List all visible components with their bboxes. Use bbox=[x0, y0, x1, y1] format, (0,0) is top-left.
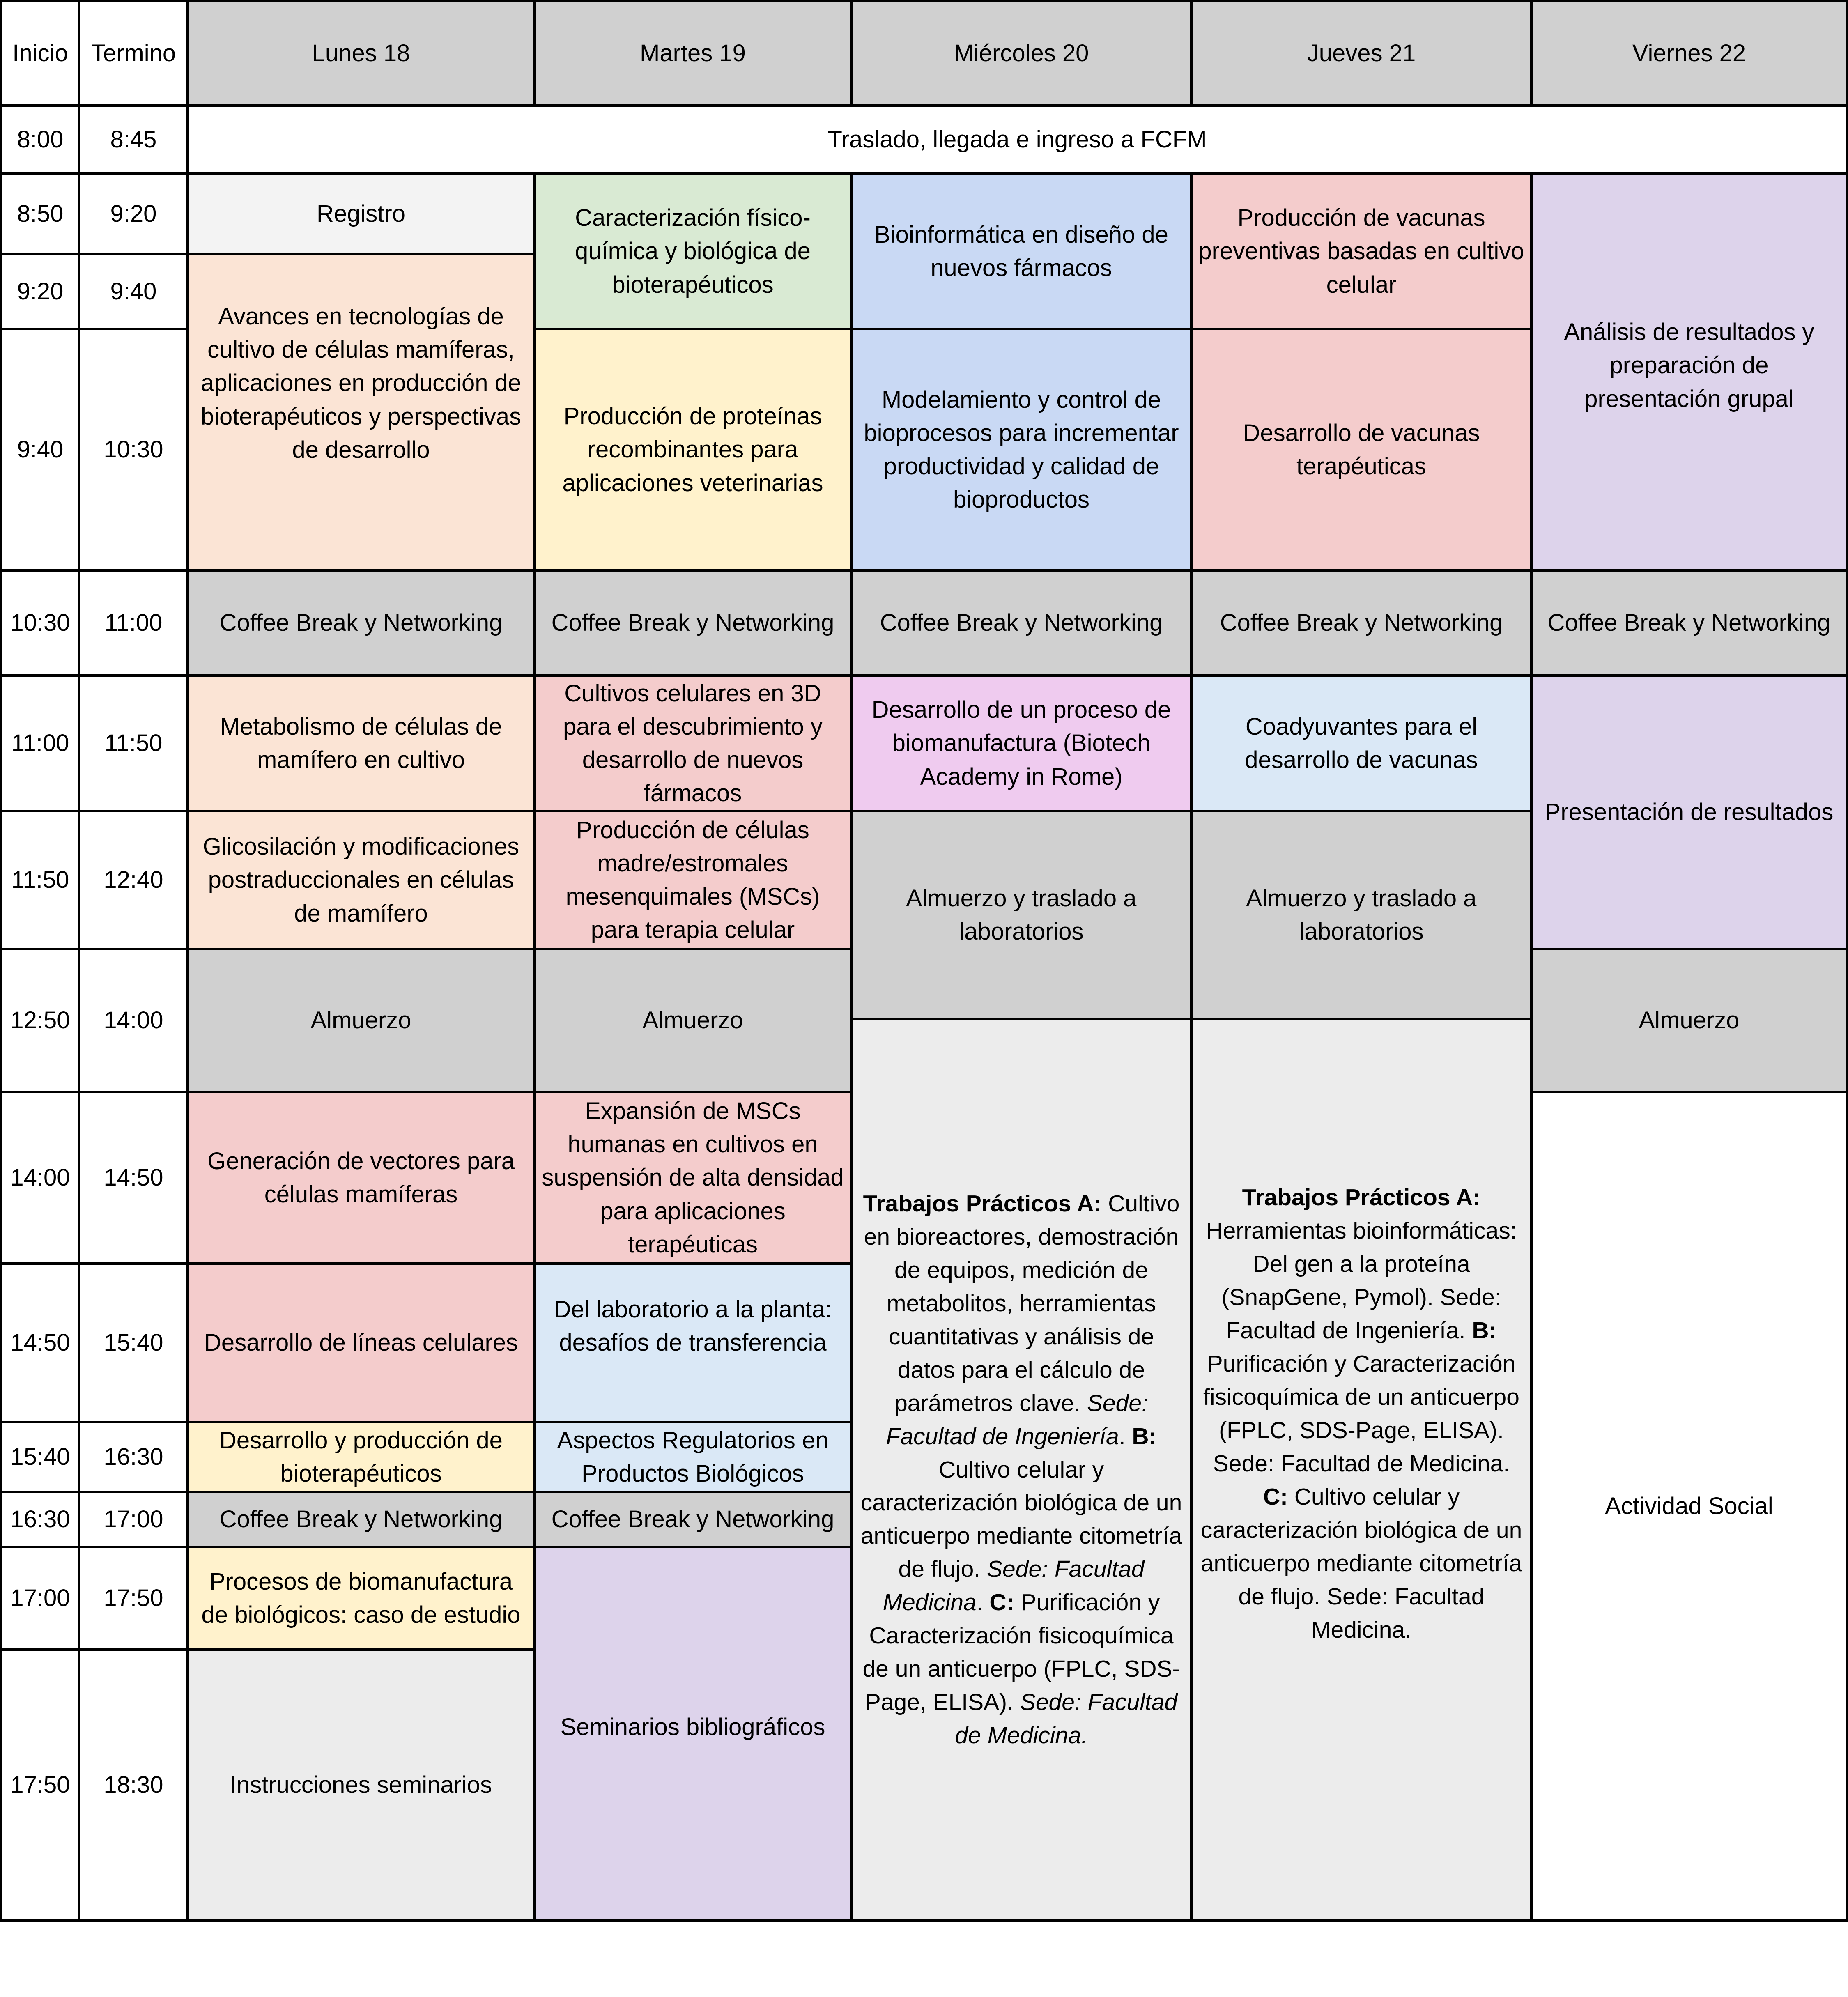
session-produccion: Desarrollo y producción de bioterapéuticos bbox=[186, 1421, 536, 1493]
time-start: 8:00 bbox=[0, 104, 80, 175]
session-modelamiento: Modelamiento y control de bioprocesos para incrementar productividad y calidad de bioproductos bbox=[850, 328, 1193, 572]
session-coffee: Coffee Break y Networking bbox=[186, 1491, 536, 1548]
time-end: 18:30 bbox=[78, 1648, 189, 1922]
time-start: 8:50 bbox=[0, 172, 80, 255]
time-end: 14:50 bbox=[78, 1091, 189, 1265]
header-inicio: Inicio bbox=[0, 0, 80, 107]
session-vacunas-preventivas: Producción de vacunas preventivas basadas en cultivo celular bbox=[1190, 172, 1533, 330]
time-start: 10:30 bbox=[0, 569, 80, 677]
tp-text: Trabajos Prácticos A: Cultivo en bioreactores, demostración de equipos, medición de metabolitos, herramientas cuantitativas y análisis de datos para el cálculo de parámetros clave. Sede: Facultad de Ingeniería. B: Cultivo celular y caracterización biológica de un anticuerpo mediante citometría de flujo. Sede: Facultad Medicina. C: Purificación y Caracterización fisicoquímica de un anticuerpo (FPLC, SDS-Page, ELISA). Sede: Facultad de Medicina. bbox=[860, 1190, 1182, 1749]
time-start: 16:30 bbox=[0, 1491, 80, 1548]
session-coffee: Coffee Break y Networking bbox=[850, 569, 1193, 677]
session-almuerzo: Almuerzo bbox=[533, 948, 853, 1093]
time-end: 17:50 bbox=[78, 1546, 189, 1651]
time-start: 12:50 bbox=[0, 948, 80, 1093]
time-end: 15:40 bbox=[78, 1262, 189, 1423]
session-bioinformatica: Bioinformática en diseño de nuevos fármacos bbox=[850, 172, 1193, 330]
tp-text: Trabajos Prácticos A: Herramientas bioinformáticas: Del gen a la proteína (SnapGene, Pymol). Sede: Facultad de Ingeniería. B: Purificación y Caracterización fisicoquímica de un anticuerpo (FPLC, SDS-Page, ELISA). Sede: Facultad de Medicina. C: Cultivo celular y caracterización biológica de un anticuerpo mediante citometría de flujo. Sede: Facultad Medicina. bbox=[1200, 1184, 1522, 1643]
session-expansion: Expansión de MSCs humanas en cultivos en suspensión de alta densidad para aplicaciones terapéuticas bbox=[533, 1091, 853, 1265]
session-trabajos-practicos bbox=[850, 1018, 1193, 1922]
time-end: 11:00 bbox=[78, 569, 189, 677]
time-start: 14:00 bbox=[0, 1091, 80, 1265]
session-vectores: Generación de vectores para células mamíferas bbox=[186, 1091, 536, 1265]
session-almuerzo-traslado: Almuerzo y traslado a laboratorios bbox=[1190, 810, 1533, 1020]
time-end: 12:40 bbox=[78, 810, 189, 950]
session-trabajos-practicos bbox=[1190, 1018, 1533, 1922]
time-end: 17:00 bbox=[78, 1491, 189, 1548]
header-day-mon: Lunes 18 bbox=[186, 0, 536, 107]
session-presentacion: Presentación de resultados bbox=[1530, 674, 1848, 950]
header-day-wed: Miércoles 20 bbox=[850, 0, 1193, 107]
session-instrucciones: Instrucciones seminarios bbox=[186, 1648, 536, 1922]
header-day-fri: Viernes 22 bbox=[1530, 0, 1848, 107]
time-end: 10:30 bbox=[78, 328, 189, 572]
session-glicosilacion: Glicosilación y modificaciones postraduccionales en células de mamífero bbox=[186, 810, 536, 950]
session-cultivos3d: Cultivos celulares en 3D para el descubrimiento y desarrollo de nuevos fármacos bbox=[533, 674, 853, 812]
session-proteinas: Producción de proteínas recombinantes para aplicaciones veterinarias bbox=[533, 328, 853, 572]
time-start: 17:00 bbox=[0, 1546, 80, 1651]
session-traslado: Traslado, llegada e ingreso a FCFM bbox=[186, 104, 1848, 175]
time-end: 9:20 bbox=[78, 172, 189, 255]
time-start: 9:20 bbox=[0, 253, 80, 330]
time-start: 11:00 bbox=[0, 674, 80, 812]
session-caracterizacion: Caracterización físico-química y biológica de bioterapéuticos bbox=[533, 172, 853, 330]
header-day-thu: Jueves 21 bbox=[1190, 0, 1533, 107]
session-procesos: Procesos de biomanufactura de biológicos: caso de estudio bbox=[186, 1546, 536, 1651]
session-coadyuvantes: Coadyuvantes para el desarrollo de vacunas bbox=[1190, 674, 1533, 812]
time-start: 9:40 bbox=[0, 328, 80, 572]
header-termino: Termino bbox=[78, 0, 189, 107]
session-regulatorios: Aspectos Regulatorios en Productos Biológicos bbox=[533, 1421, 853, 1493]
time-end: 14:00 bbox=[78, 948, 189, 1093]
time-end: 11:50 bbox=[78, 674, 189, 812]
session-coffee: Coffee Break y Networking bbox=[533, 1491, 853, 1548]
session-coffee: Coffee Break y Networking bbox=[1190, 569, 1533, 677]
time-end: 8:45 bbox=[78, 104, 189, 175]
session-biomanufactura: Desarrollo de un proceso de biomanufactura (Biotech Academy in Rome) bbox=[850, 674, 1193, 812]
session-vacunas-terapeuticas: Desarrollo de vacunas terapéuticas bbox=[1190, 328, 1533, 572]
header-day-tue: Martes 19 bbox=[533, 0, 853, 107]
session-lineas: Desarrollo de líneas celulares bbox=[186, 1262, 536, 1423]
session-coffee: Coffee Break y Networking bbox=[1530, 569, 1848, 677]
session-seminarios: Seminarios bibliográficos bbox=[533, 1546, 853, 1922]
session-almuerzo: Almuerzo bbox=[1530, 948, 1848, 1093]
time-start: 17:50 bbox=[0, 1648, 80, 1922]
time-end: 9:40 bbox=[78, 253, 189, 330]
session-almuerzo-traslado: Almuerzo y traslado a laboratorios bbox=[850, 810, 1193, 1020]
session-coffee: Coffee Break y Networking bbox=[186, 569, 536, 677]
session-metabolismo: Metabolismo de células de mamífero en cultivo bbox=[186, 674, 536, 812]
session-coffee: Coffee Break y Networking bbox=[533, 569, 853, 677]
time-start: 15:40 bbox=[0, 1421, 80, 1493]
time-end: 16:30 bbox=[78, 1421, 189, 1493]
time-start: 14:50 bbox=[0, 1262, 80, 1423]
session-analisis: Análisis de resultados y preparación de presentación grupal bbox=[1530, 172, 1848, 572]
time-start: 11:50 bbox=[0, 810, 80, 950]
session-madre: Producción de células madre/estromales mesenquimales (MSCs) para terapia celular bbox=[533, 810, 853, 950]
session-actividad-social: Actividad Social bbox=[1530, 1091, 1848, 1922]
session-almuerzo: Almuerzo bbox=[186, 948, 536, 1093]
session-registro: Registro bbox=[186, 172, 536, 255]
session-laboratorio: Del laboratorio a la planta: desafíos de transferencia bbox=[533, 1262, 853, 1423]
session-avances: Avances en tecnologías de cultivo de células mamíferas, aplicaciones en producción de bioterapéuticos y perspectivas de desarrollo bbox=[186, 253, 536, 572]
